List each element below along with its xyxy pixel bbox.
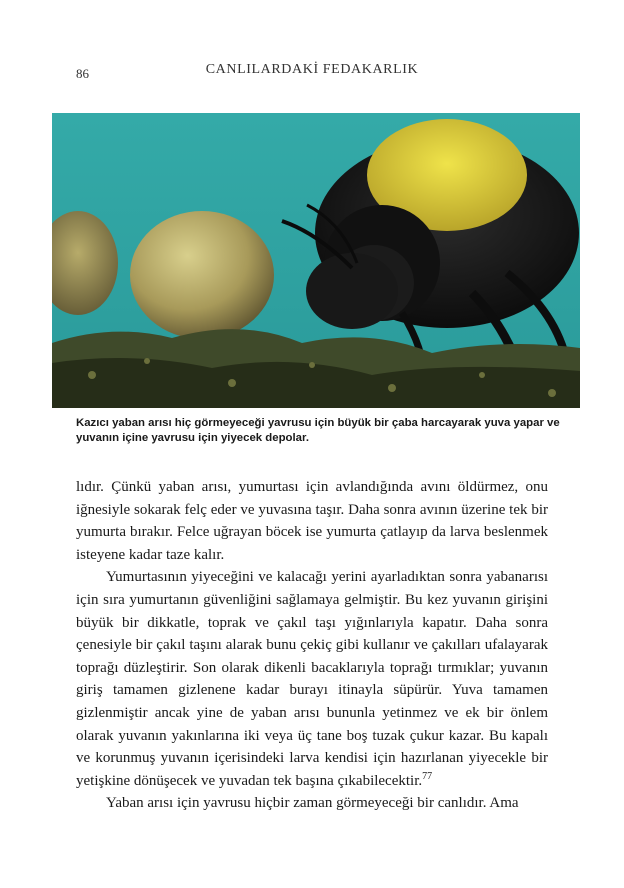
body-text [76, 476, 548, 815]
running-header: CANLILARDAKİ FEDAKARLIK [205, 62, 419, 77]
paragraph: Yaban arısı için yavrusu hiçbir zaman görmeyeceği bir canlıdır. Ama [106, 795, 519, 812]
paragraph: lıdır. Çünkü yaban arısı, yumurtası için avlandığında avını öldürmez, onu iğnesiyle sokarak felç eder ve yuvasına taşır. Daha sonra avının üzerine tek bir yumurta bırakır. Felce uğrayan böcek ise yumurta çatlayıp da larva beslenmek isteyene kadar taze kalır. [76, 479, 548, 563]
figure-caption: Kazıcı yaban arısı hiç görmeyeceği yavrusu için büyük bir çaba harcayarak yuva yapar ve yuvanın içine yavrusu için yiyecek depolar. [76, 417, 560, 444]
wasp-photo [52, 113, 580, 408]
footnote-marker: 77 [422, 770, 433, 782]
page-number: 86 [76, 66, 89, 81]
paragraph: Yumurtasının yiyeceğini ve kalacağı yerini ayarladıktan sonra yabanarısı için sıra yumurtanın güvenliğini sağlamaya gelmiştir. Bu kez yuvanın girişini büyük bir dikkatle, toprak ve çakıl taşı yığınlarıyla kapatır. Daha sonra çenesiyle bir çakıl taşını alarak bunu çekiç gibi kullanır ve çakılları ufalayarak toprağı düzleştirir. Son olarak dikenli bacaklarıyla toprağı tırmıklar; yuvanın giriş tamamen gizlenene kadar burayı itinayla süpürür. Yuva tamamen gizlenmiştir ancak yine de yaban arısı bununla yetinmez ve ek bir önlem olarak yuvanın yakınlarına iki veya üç tane boş tuzak çukur kazar. Bu kapalı ve korunmuş yuvanın içerisindeki larva kendisi için hazırlanan yiyecekle bir yetişkine dönüşecek ve yuvadan tek başına çıkabilecektir.$^{77}$ [76, 569, 548, 789]
